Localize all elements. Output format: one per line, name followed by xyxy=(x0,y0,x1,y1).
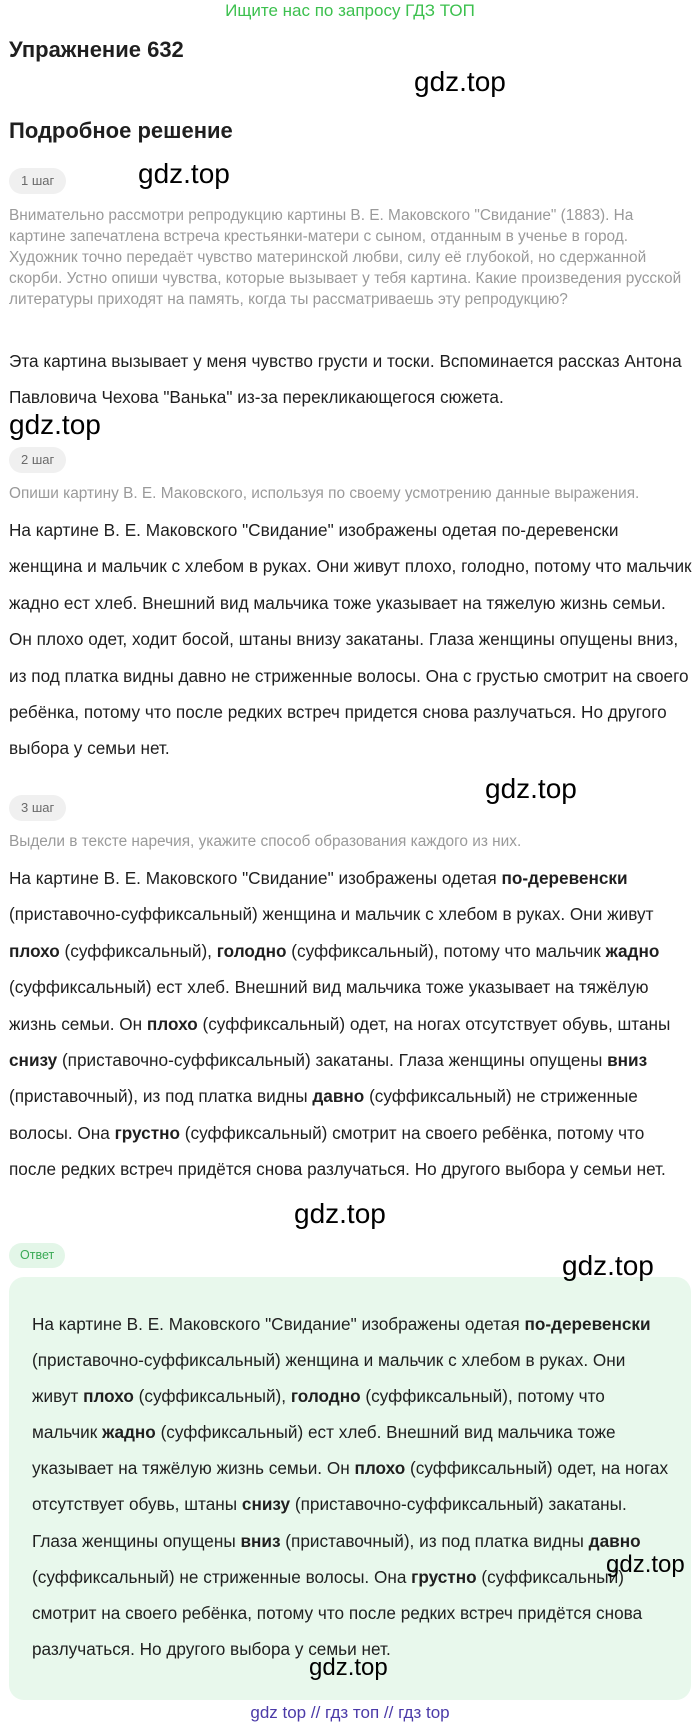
watermark: gdz.top xyxy=(9,409,101,440)
highlighted-adverb: по-деревенски xyxy=(524,1314,651,1334)
text-run: На картине В. Е. Маковского "Свидание" изображены одетая xyxy=(32,1314,525,1334)
text-run: (приставочно-суффиксальный) закатаны. Глаза женщины опущены xyxy=(57,1050,608,1071)
text-run: (приставочный), из под платка видны xyxy=(9,1086,313,1107)
highlighted-adverb: плохо xyxy=(354,1458,406,1479)
step-1-task: Внимательно рассмотри репродукцию картины В. Е. Маковского "Свидание" (1883). На картине запечатлена встреча крестьянки-матери с сыном, отданным в ученье в город. Художник точно передаёт чувство материнской любви, силу её глубокой, но сдержанной скорби. Устно опиши чувства, которые вызывает у тебя картина. Какие произведения русской литературы приходят на память, когда ты рассматриваешь эту репродукцию? xyxy=(9,207,682,308)
text-run: (приставочный), из под платка видны xyxy=(280,1530,589,1551)
text-run: (суффиксальный), xyxy=(133,1386,291,1407)
highlighted-adverb: вниз xyxy=(240,1530,281,1551)
footer-separator: // xyxy=(383,1703,394,1722)
footer-separator: // xyxy=(310,1703,321,1722)
highlighted-adverb: давно xyxy=(312,1086,365,1107)
text-run: (суффиксальный) одет, на ногах отсутствует обувь, штаны xyxy=(32,1458,669,1515)
page-title: Упражнение 632 xyxy=(9,37,184,62)
step-2-task: Опиши картину В. Е. Маковского, используя по своему усмотрению данные выражения. xyxy=(9,485,640,502)
text-run: На картине В. Е. Маковского "Свидание" изображены одетая xyxy=(9,868,502,888)
text-run: (суффиксальный) смотрит на своего ребёнка, потому что после редких встреч придётся снова разлучаться. Но другого выбора у семьи нет. xyxy=(32,1566,643,1659)
footer-link[interactable]: гдз top xyxy=(398,1703,450,1722)
highlighted-adverb: жадно xyxy=(605,940,660,961)
highlighted-adverb: плохо xyxy=(9,940,60,961)
text-run: (суффиксальный) не стриженные волосы. Она xyxy=(9,1086,638,1143)
step-3-text xyxy=(9,860,693,1188)
answer-box xyxy=(9,1277,691,1700)
highlighted-adverb: плохо xyxy=(146,1013,198,1034)
search-banner: Ищите нас по запросу ГДЗ ТОП xyxy=(225,1,475,20)
text-run: (приставочно-суффиксальный) женщина и мальчик с хлебом в руках. Они живут xyxy=(9,904,654,925)
watermark: gdz.top xyxy=(138,158,230,189)
text-run: (суффиксальный) не стриженные волосы. Она xyxy=(32,1566,412,1587)
footer-links xyxy=(0,1700,700,1726)
highlighted-adverb: грустно xyxy=(411,1566,477,1587)
text-run: (суффиксальный), потому что мальчик xyxy=(286,940,606,961)
highlighted-adverb: голодно xyxy=(290,1386,361,1407)
watermark: gdz.top xyxy=(414,66,506,97)
step-3-task: Выдели в тексте наречия, укажите способ образования каждого из них. xyxy=(9,833,522,850)
highlighted-adverb: плохо xyxy=(83,1386,134,1407)
solution-heading: Подробное решение xyxy=(9,118,233,143)
text-run: (суффиксальный) ест хлеб. Внешний вид мальчика тоже указывает на тяжёлую жизнь семьи. Он xyxy=(9,977,649,1034)
text-run: (суффиксальный), потому что мальчик xyxy=(32,1386,605,1443)
step-1-badge: 1 шаг xyxy=(9,168,66,194)
highlighted-adverb: грустно xyxy=(114,1122,181,1143)
watermark: gdz.top xyxy=(606,1551,685,1578)
answer-badge: Ответ xyxy=(9,1243,65,1268)
text-run: (суффиксальный) смотрит на своего ребёнка, потому что после редких встреч придётся снова разлучаться. Но другого выбора у семьи нет. xyxy=(9,1122,666,1180)
footer-link[interactable]: гдз топ xyxy=(325,1703,380,1722)
step-2-text: На картине В. Е. Маковского "Свидание" изображены одетая по-деревенски женщина и мальчик с хлебом в руках. Они живут плохо, голодно, потому что мальчик жадно ест хлеб. Внешний вид мальчика тоже указывает на тяжелую жизнь семьи. Он плохо одет, ходит босой, штаны внизу закатаны. Глаза женщины опущены вниз, из под платка видны давно не стриженные волосы. Она с грустью смотрит на своего ребёнка, потому что после редких встреч придется снова разлучаться. Но другого выбора у семьи нет. xyxy=(9,520,692,759)
step-3-badge: 3 шаг xyxy=(9,795,66,821)
watermark: gdz.top xyxy=(294,1198,386,1229)
text-run: (приставочно-суффиксальный) закатаны. Глаза женщины опущены xyxy=(32,1494,627,1551)
text-run: (приставочно-суффиксальный) женщина и мальчик с хлебом в руках. Они живут xyxy=(32,1350,626,1407)
highlighted-adverb: жадно xyxy=(102,1422,156,1443)
highlighted-adverb: по-деревенски xyxy=(501,868,628,888)
text-run: (суффиксальный) ест хлеб. Внешний вид мальчика тоже указывает на тяжёлую жизнь семьи. Он xyxy=(32,1422,616,1479)
footer-link[interactable]: gdz top xyxy=(250,1703,307,1722)
text-run: (суффиксальный) одет, на ногах отсутствует обувь, штаны xyxy=(197,1013,671,1034)
highlighted-adverb: голодно xyxy=(216,940,287,961)
watermark: gdz.top xyxy=(485,773,577,804)
highlighted-adverb: снизу xyxy=(9,1050,58,1071)
watermark: gdz.top xyxy=(562,1250,654,1281)
highlighted-adverb: давно xyxy=(588,1530,641,1551)
highlighted-adverb: снизу xyxy=(241,1494,291,1515)
text-run: (суффиксальный), xyxy=(59,940,217,961)
step-1-text: Эта картина вызывает у меня чувство грусти и тоски. Вспоминается рассказ Антона Павловича Чехова "Ванька" из-за перекликающегося сюжета. xyxy=(9,351,682,408)
step-2-badge: 2 шаг xyxy=(9,447,66,473)
watermark: gdz.top xyxy=(309,1654,388,1681)
highlighted-adverb: вниз xyxy=(607,1050,648,1071)
